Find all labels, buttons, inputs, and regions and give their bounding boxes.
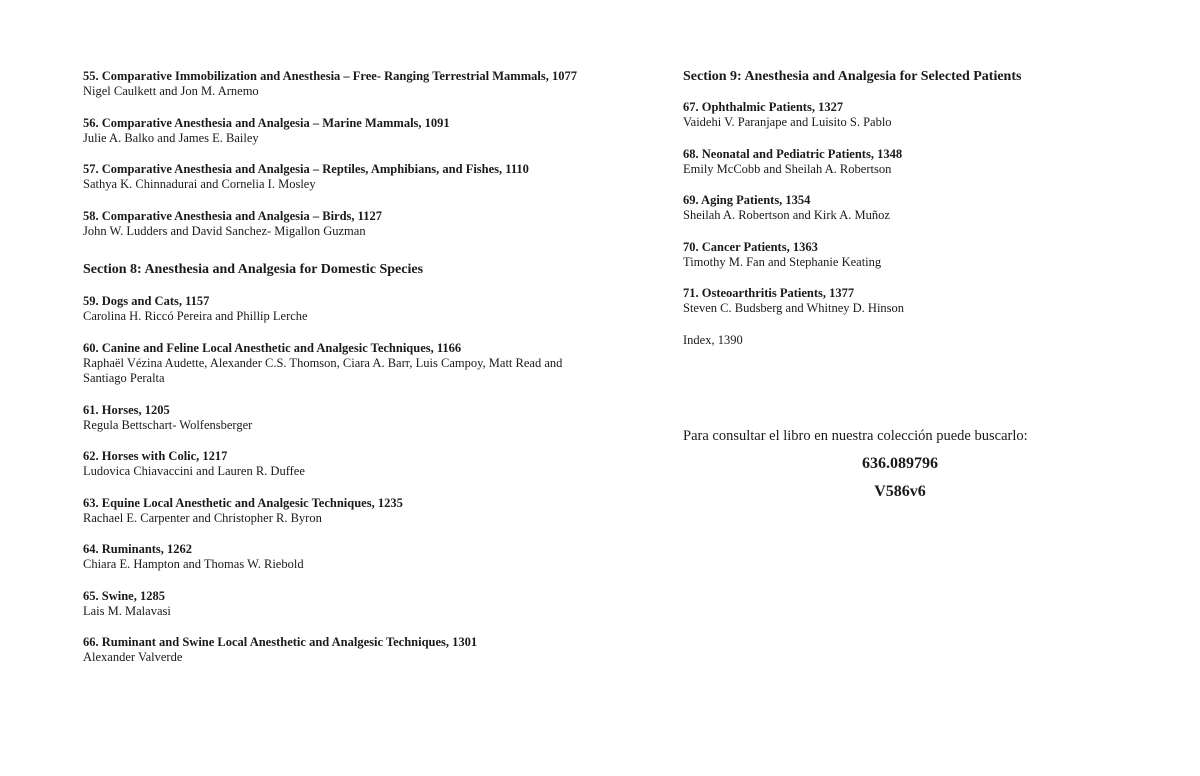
entry-title: 66. Ruminant and Swine Local Anesthetic and Analgesic Techniques, 1301	[83, 635, 478, 649]
left-column	[83, 68, 583, 681]
toc-entry-68	[683, 146, 1123, 178]
section-9-heading: Section 9: Anesthesia and Analgesia for Selected Patients	[683, 69, 1022, 84]
entry-authors: Julie A. Balko and James E. Bailey	[83, 130, 259, 145]
entry-title: 64. Ruminants, 1262	[83, 542, 193, 556]
entry-title: 59. Dogs and Cats, 1157	[83, 294, 210, 308]
entry-authors: Lais M. Malavasi	[83, 603, 171, 618]
toc-entry-69	[683, 192, 1123, 224]
call-number-cutter: V586v6	[874, 483, 926, 500]
entry-title: 71. Osteoarthritis Patients, 1377	[683, 286, 855, 300]
entry-authors: John W. Ludders and David Sanchez- Migallon Guzman	[83, 223, 366, 238]
entry-authors: Chiara E. Hampton and Thomas W. Riebold	[83, 557, 304, 571]
entry-authors: Nigel Caulkett and Jon M. Arnemo	[83, 84, 259, 98]
entry-title: 65. Swine, 1285	[83, 588, 165, 603]
entry-authors: Carolina H. Riccó Pereira and Phillip Lerche	[83, 309, 308, 323]
toc-entry-55	[83, 68, 583, 100]
entry-authors: Emily McCobb and Sheilah A. Robertson	[683, 161, 892, 176]
toc-entry-67	[683, 99, 1123, 131]
toc-entry-62	[83, 448, 583, 480]
right-column	[683, 68, 1123, 348]
call-number-classification: 636.089796	[862, 455, 938, 472]
entry-authors: Sheilah A. Robertson and Kirk A. Muñoz	[683, 208, 890, 222]
toc-entry-61	[83, 402, 583, 434]
entry-authors: Raphaël Vézina Audette, Alexander C.S. Thomson, Ciara A. Barr, Luis Campoy, Matt Read and Santiago Peralta	[83, 355, 563, 385]
entry-title: 57. Comparative Anesthesia and Analgesia – Reptiles, Amphibians, and Fishes, 1110	[83, 162, 529, 176]
toc-entry-60	[83, 340, 583, 387]
entry-title: 62. Horses with Colic, 1217	[83, 449, 228, 463]
toc-entry-63	[83, 495, 583, 527]
toc-entry-66	[83, 634, 583, 666]
entry-title: 61. Horses, 1205	[83, 402, 170, 417]
entry-title: 58. Comparative Anesthesia and Analgesia – Birds, 1127	[83, 208, 382, 223]
toc-entry-59	[83, 293, 583, 325]
entry-title: 69. Aging Patients, 1354	[683, 193, 811, 207]
entry-title: 68. Neonatal and Pediatric Patients, 1348	[683, 146, 903, 161]
entry-title: 55. Comparative Immobilization and Anesthesia – Free- Ranging Terrestrial Mammals, 1077	[83, 69, 577, 83]
entry-authors: Timothy M. Fan and Stephanie Keating	[683, 254, 882, 269]
entry-authors: Alexander Valverde	[83, 650, 183, 664]
toc-entry-57	[83, 161, 583, 193]
toc-entry-64	[83, 541, 583, 573]
entry-title: 56. Comparative Anesthesia and Analgesia – Marine Mammals, 1091	[83, 115, 450, 130]
entry-authors: Vaidehi V. Paranjape and Luisito S. Pablo	[683, 115, 892, 129]
entry-authors: Ludovica Chiavaccini and Lauren R. Duffee	[83, 464, 305, 478]
toc-entry-58	[83, 208, 583, 240]
entry-title: 60. Canine and Feline Local Anesthetic and Analgesic Techniques, 1166	[83, 340, 462, 355]
toc-entry-71	[683, 285, 1123, 317]
consult-box	[683, 426, 1117, 503]
section-8-heading: Section 8: Anesthesia and Analgesia for Domestic Species	[83, 262, 424, 277]
toc-entry-56	[83, 115, 583, 147]
index-entry: Index, 1390	[683, 332, 743, 347]
toc-entry-70	[683, 239, 1123, 271]
entry-title: 70. Cancer Patients, 1363	[683, 239, 818, 254]
toc-entry-65	[83, 588, 583, 620]
consult-text: Para consultar el libro en nuestra colección puede buscarlo:	[683, 428, 1028, 444]
entry-authors: Rachael E. Carpenter and Christopher R. Byron	[83, 510, 322, 525]
entry-authors: Regula Bettschart- Wolfensberger	[83, 417, 253, 432]
entry-authors: Steven C. Budsberg and Whitney D. Hinson	[683, 301, 905, 315]
entry-title: 63. Equine Local Anesthetic and Analgesic Techniques, 1235	[83, 495, 403, 510]
entry-authors: Sathya K. Chinnadurai and Cornelia I. Mosley	[83, 177, 316, 191]
entry-title: 67. Ophthalmic Patients, 1327	[683, 100, 844, 114]
